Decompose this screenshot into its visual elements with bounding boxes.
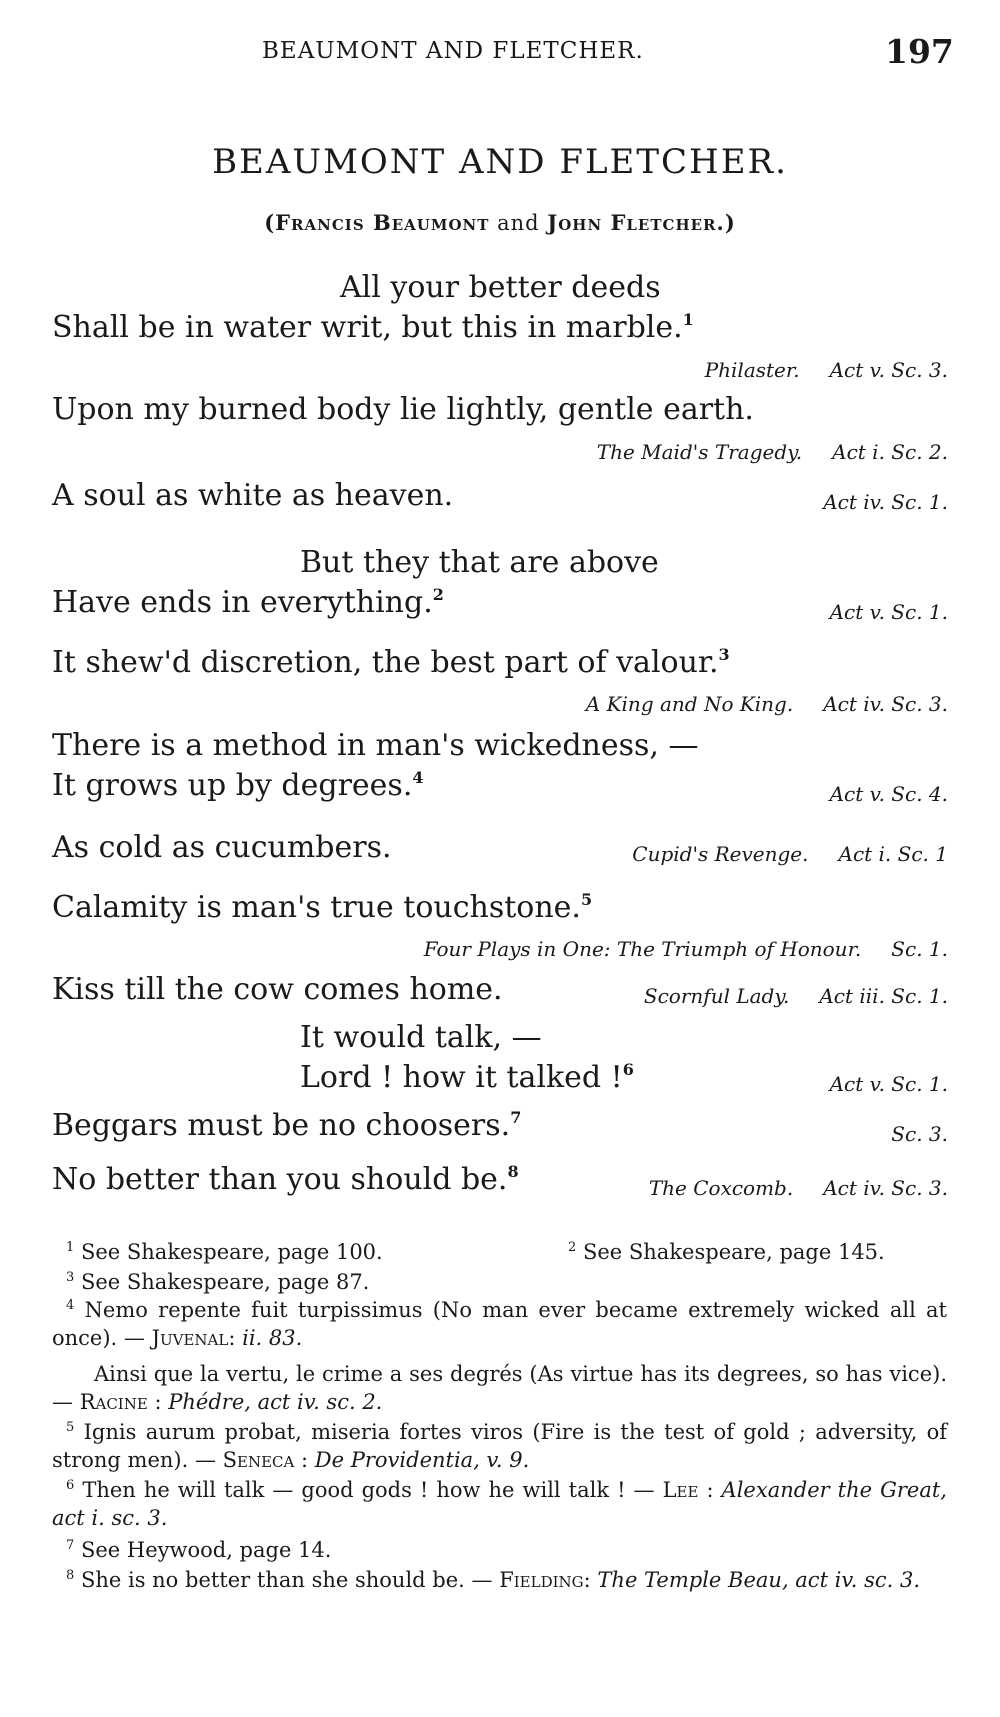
- quote-source: [586, 692, 948, 716]
- quote-source: [424, 937, 948, 961]
- quote-line: Upon my burned body lie lightly, gentle earth.: [52, 392, 754, 427]
- quote-line: As cold as cucumbers.: [52, 830, 392, 865]
- work-title: Scornful Lady.: [643, 984, 790, 1008]
- quote-line: There is a method in man's wickedness, —: [52, 728, 699, 763]
- cited-author: Fielding: [499, 1568, 584, 1592]
- footnote-marker: 7: [510, 1108, 522, 1127]
- quote-source: [800, 1072, 948, 1096]
- act-scene-ref: Act iv. Sc. 1.: [823, 490, 948, 514]
- footnote-marker: 1: [682, 310, 694, 329]
- footnote-marker: 8: [507, 1162, 519, 1181]
- cited-work: Phédre, act iv. sc. 2.: [168, 1390, 383, 1414]
- quote-source: [861, 1122, 948, 1146]
- act-scene-ref: Act iii. Sc. 1.: [819, 984, 948, 1008]
- footnote-marker: 3: [718, 645, 730, 664]
- footnote-marker: 2: [432, 585, 444, 604]
- author-name-fletcher: John Fletcher: [547, 210, 717, 235]
- act-scene-ref: Sc. 1.: [891, 937, 948, 961]
- act-scene-ref: Act v. Sc. 4.: [829, 782, 948, 806]
- page-number: 197: [885, 32, 954, 71]
- act-scene-ref: Act v. Sc. 1.: [829, 1072, 948, 1096]
- chapter-subtitle: (Francis Beaumont and John Fletcher.): [264, 210, 736, 235]
- act-scene-ref: Act v. Sc. 1.: [829, 600, 948, 624]
- footnote-4: $^4$ Nemo repente fuit turpissimus (No man ever became extremely wicked all at once). — Juvenal: ii. 83.: [52, 1298, 947, 1350]
- quote-source: [705, 358, 948, 382]
- footnote-marker: 5: [580, 890, 593, 909]
- quote-line: It would talk, —: [300, 1020, 542, 1055]
- quote-line: Beggars must be no choosers.$^7$: [52, 1108, 522, 1143]
- work-title: Philaster.: [704, 358, 800, 382]
- work-title: The Maid's Tragedy.: [596, 440, 803, 464]
- footnote-marker: 4: [412, 768, 424, 787]
- quote-source: [644, 984, 948, 1008]
- cited-author: Seneca: [222, 1448, 295, 1472]
- footnote-6: $^6$ Then he will talk — good gods ! how he will talk ! — Lee : Alexander the Great, act i. sc. 3.: [52, 1478, 947, 1530]
- quote-line: All your better deeds: [340, 270, 661, 305]
- quote-source: [649, 1176, 948, 1200]
- footnote-4-continued: Ainsi que la vertu, le crime a ses degrés (As virtue has its degrees, so has vice). — Racine : Phédre, act iv. sc. 2.: [52, 1362, 947, 1414]
- act-scene-ref: Act iv. Sc. 3.: [823, 692, 948, 716]
- quote-line: Shall be in water writ, but this in marble.$^1$: [52, 310, 694, 345]
- cited-work: The Temple Beau, act iv. sc. 3.: [597, 1568, 921, 1592]
- quote-line: It shew'd discretion, the best part of valour.$^3$: [52, 645, 730, 680]
- quote-source: [597, 440, 948, 464]
- act-scene-ref: Act i. Sc. 1: [838, 842, 948, 866]
- footnote-5: $^5$ Ignis aurum probat, miseria fortes viros (Fire is the test of gold ; adversity, of strong men). — Seneca : De Providentia, v. 9.: [52, 1420, 948, 1472]
- quote-line: It grows up by degrees.$^4$: [52, 768, 424, 803]
- work-title: The Coxcomb.: [648, 1176, 794, 1200]
- cited-work: ii. 83.: [242, 1326, 303, 1350]
- act-scene-ref: Sc. 3.: [891, 1122, 948, 1146]
- cited-author: Lee: [662, 1478, 699, 1502]
- quote-source: [800, 782, 948, 806]
- cited-work: Alexander the Great, act i. sc. 3.: [52, 1478, 947, 1530]
- work-title: Four Plays in One: The Triumph of Honour.: [423, 937, 862, 961]
- quote-line: No better than you should be.$^8$: [52, 1162, 519, 1197]
- act-scene-ref: Act v. Sc. 3.: [829, 358, 948, 382]
- work-title: Cupid's Revenge.: [632, 842, 809, 866]
- footnote-7: $^7$ See Heywood, page 14.: [66, 1538, 332, 1562]
- cited-author: Juvenal: [151, 1326, 229, 1350]
- chapter-title: BEAUMONT AND FLETCHER.: [212, 142, 788, 182]
- act-scene-ref: Act iv. Sc. 3.: [823, 1176, 948, 1200]
- quote-line: Calamity is man's true touchstone.$^5$: [52, 890, 593, 925]
- cited-work: De Providentia, v. 9.: [314, 1448, 530, 1472]
- quote-source: [793, 490, 948, 514]
- quote-source: [800, 600, 948, 624]
- quote-line: Lord ! how it talked !$^6$: [300, 1060, 634, 1095]
- footnote-3: $^3$ See Shakespeare, page 87.: [66, 1270, 370, 1294]
- author-name-beaumont: Francis Beaumont: [275, 210, 490, 235]
- quote-line: But they that are above: [300, 545, 659, 580]
- quote-line: Have ends in everything.$^2$: [52, 585, 444, 620]
- footnote-2: $^2$ See Shakespeare, page 145.: [568, 1240, 885, 1264]
- running-head: BEAUMONT AND FLETCHER.: [262, 38, 644, 64]
- act-scene-ref: Act i. Sc. 2.: [832, 440, 948, 464]
- work-title: A King and No King.: [585, 692, 794, 716]
- footnote-1: $^1$ See Shakespeare, page 100.: [66, 1240, 383, 1264]
- footnote-8: $^8$ She is no better than she should be. — Fielding: The Temple Beau, act iv. sc. 3.: [66, 1568, 921, 1592]
- quote-source: [632, 842, 948, 866]
- quote-line: Kiss till the cow comes home.: [52, 972, 503, 1007]
- quote-line: A soul as white as heaven.: [52, 478, 454, 513]
- cited-author: Racine: [79, 1390, 148, 1414]
- footnote-marker: 6: [622, 1060, 634, 1079]
